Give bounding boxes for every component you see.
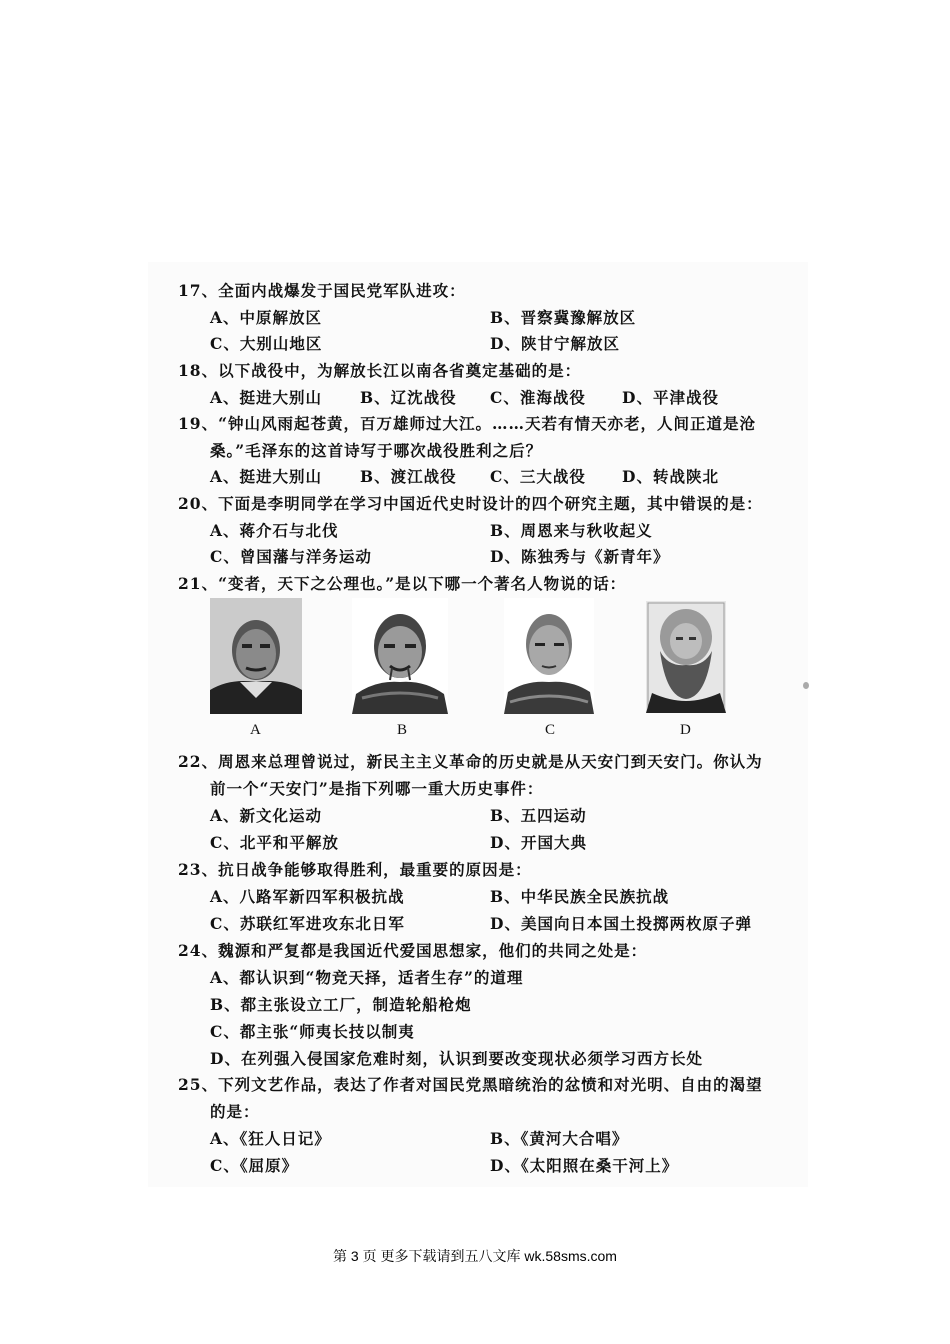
question-22-stem-line1: 22、周恩来总理曾说过，新民主主义革命的历史就是从天安门到天安门。你认为	[178, 752, 763, 771]
q23-option-d: D、美国向日本国土投掷两枚原子弹	[490, 914, 752, 933]
q22-option-a: A、新文化运动	[210, 806, 323, 825]
portrait-d-image	[646, 601, 726, 713]
question-18-stem: 18、以下战役中，为解放长江以南各省奠定基础的是：	[178, 361, 582, 380]
q19-option-b: B、渡江战役	[360, 467, 457, 486]
q20-option-d: D、陈独秀与《新青年》	[490, 547, 670, 566]
question-20-stem: 20、下面是李明同学在学习中国近代史时设计的四个研究主题，其中错误的是：	[178, 494, 763, 513]
q19-option-a: A、挺进大别山	[210, 467, 323, 486]
q23-option-c: C、苏联红军进攻东北日军	[210, 914, 405, 933]
question-25-stem-line2: 的是：	[210, 1102, 260, 1121]
q23-option-b: B、中华民族全民族抗战	[490, 887, 670, 906]
q25-option-b: B、《黄河大合唱》	[490, 1129, 629, 1148]
q24-option-c: C、都主张“师夷长技以制夷	[210, 1022, 415, 1041]
portrait-b-label: B	[397, 722, 408, 738]
question-21-stem: 21、“变者，天下之公理也。”是以下哪一个著名人物说的话：	[178, 574, 627, 593]
page-footer: 第 3 页 更多下载请到五八文库 wk.58sms.com	[333, 1248, 617, 1264]
q18-option-b: B、辽沈战役	[360, 388, 457, 407]
q17-option-c: C、大别山地区	[210, 334, 323, 353]
q20-option-c: C、曾国藩与洋务运动	[210, 547, 372, 566]
q25-option-c: C、《屈原》	[210, 1156, 299, 1175]
question-17-stem: 17、全面内战爆发于国民党军队进攻：	[178, 281, 466, 300]
q22-option-c: C、北平和平解放	[210, 833, 339, 852]
question-19-stem-line1: 19、“钟山风雨起苍黄，百万雄师过大江。……天若有情天亦老，人间正道是沧	[178, 414, 756, 433]
q17-option-d: D、陕甘宁解放区	[490, 334, 620, 353]
scan-speck	[803, 682, 809, 689]
question-19-stem-line2: 桑。”毛泽东的这首诗写于哪次战役胜利之后？	[210, 441, 543, 460]
portrait-b-image	[352, 598, 448, 714]
q23-option-a: A、八路军新四军积极抗战	[210, 887, 405, 906]
q20-option-b: B、周恩来与秋收起义	[490, 521, 653, 540]
q18-option-a: A、挺进大别山	[210, 388, 323, 407]
q25-option-d: D、《太阳照在桑干河上》	[490, 1156, 679, 1175]
q19-option-d: D、转战陕北	[622, 467, 719, 486]
portrait-c-label: C	[545, 722, 556, 738]
q24-option-a: A、都认识到“物竞天择，适者生存”的道理	[210, 968, 524, 987]
q17-option-b: B、晋察冀豫解放区	[490, 308, 637, 327]
question-23-stem: 23、抗日战争能够取得胜利，最重要的原因是：	[178, 860, 532, 879]
q24-option-b: B、都主张设立工厂，制造轮船枪炮	[210, 995, 472, 1014]
question-25-stem-line1: 25、下列文艺作品，表达了作者对国民党黑暗统治的忿愤和对光明、自由的渴望	[178, 1075, 763, 1094]
q20-option-a: A、蒋介石与北伐	[210, 521, 339, 540]
q25-option-a: A、《狂人日记》	[210, 1129, 331, 1148]
portrait-a-image	[210, 598, 302, 714]
q18-option-c: C、淮海战役	[490, 388, 586, 407]
q18-option-d: D、平津战役	[622, 388, 719, 407]
q22-option-b: B、五四运动	[490, 806, 587, 825]
portrait-d-label: D	[680, 722, 691, 738]
question-24-stem: 24、魏源和严复都是我国近代爱国思想家，他们的共同之处是：	[178, 941, 648, 960]
q22-option-d: D、开国大典	[490, 833, 587, 852]
q19-option-c: C、三大战役	[490, 467, 586, 486]
q24-option-d: D、在列强入侵国家危难时刻，认识到要改变现状必须学习西方长处	[210, 1049, 703, 1068]
portrait-a-label: A	[250, 722, 261, 738]
portrait-c-image	[504, 598, 594, 714]
question-22-stem-line2: 前一个“天安门”是指下列哪一重大历史事件：	[210, 779, 544, 798]
q17-option-a: A、中原解放区	[210, 308, 323, 327]
